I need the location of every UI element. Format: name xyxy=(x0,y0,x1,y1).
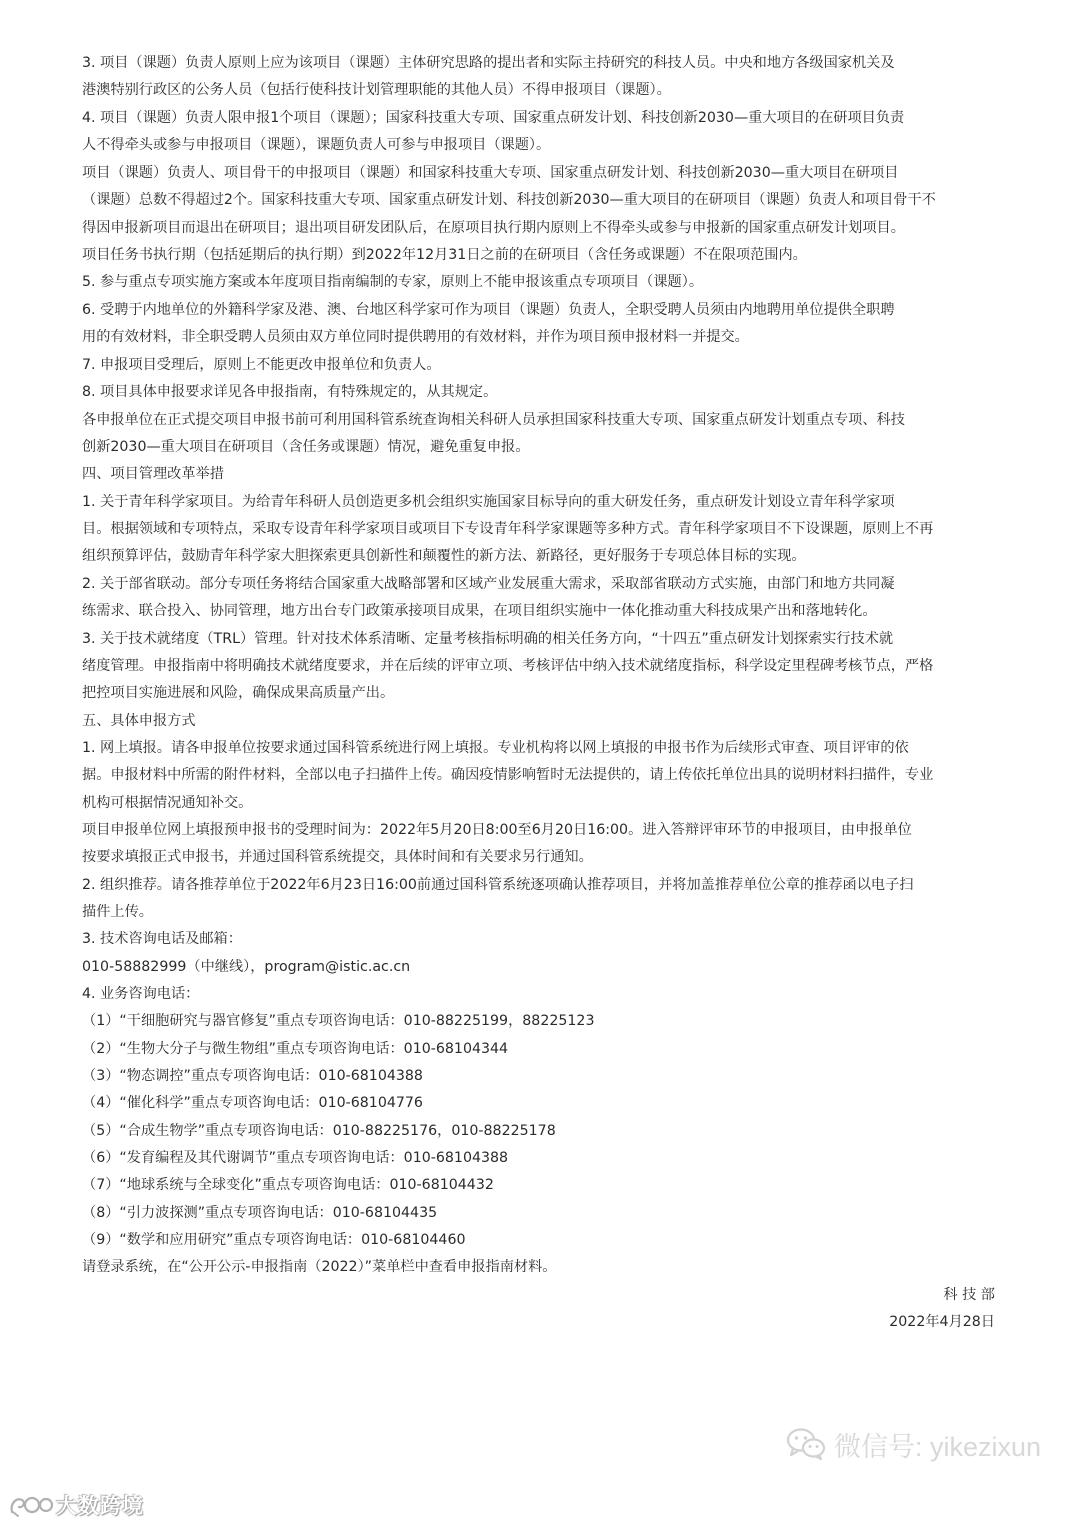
text-line: 6. 受聘于内地单位的外籍科学家及港、澳、台地区科学家可作为项目（课题）负责人，全职受聘人员须由内地聘用单位提供全职聘 xyxy=(82,302,895,318)
wechat-id-text: 微信号: yikezixun xyxy=(834,1431,1042,1462)
text-line: 2. 关于部省联动。部分专项任务将结合国家重大战略部署和区域产业发展重大需求，采取部省联动方式实施，由部门和地方共同凝 xyxy=(82,576,895,592)
text-line: 3. 关于技术就绪度（TRL）管理。针对技术体系清晰、定量考核指标明确的相关任务方向，“十四五”重点研发计划探索实行技术就 xyxy=(82,631,894,647)
section-heading: 四、项目管理改革举措 xyxy=(82,466,224,482)
signature-issuer: 科 技 部 xyxy=(943,1287,995,1303)
text-line: 把控项目实施进展和风险，确保成果高质量产出。 xyxy=(82,685,395,701)
text-line: 据。申报材料中所需的附件材料，全部以电子扫描件上传。确因疫情影响暂时无法提供的，请上传依托单位出具的说明材料扫描件，专业 xyxy=(82,767,934,783)
text-line: 用的有效材料，非全职受聘人员须由双方单位同时提供聘用的有效材料，并作为项目预申报材料一并提交。 xyxy=(82,329,749,345)
hotline-item: （1）“干细胞研究与器官修复”重点专项咨询电话：010-88225199，88225123 xyxy=(82,1013,595,1029)
text-line: 机构可根据情况通知补交。 xyxy=(82,795,253,811)
text-line: 请登录系统，在“公开公示-申报指南（2022）”菜单栏中查看申报指南材料。 xyxy=(82,1259,557,1275)
hotline-item: （4）“催化科学”重点专项咨询电话：010-68104776 xyxy=(82,1095,423,1111)
text-line: 项目（课题）负责人、项目骨干的申报项目（课题）和国家科技重大专项、国家重点研发计划、科技创新2030—重大项目在研项目 xyxy=(82,165,899,181)
text-line: 1. 关于青年科学家项目。为给青年科研人员创造更多机会组织实施国家目标导向的重大研发任务，重点研发计划设立青年科学家项 xyxy=(82,494,895,510)
hotline-item: （3）“物态调控”重点专项咨询电话：010-68104388 xyxy=(82,1068,423,1084)
text-line: 4. 业务咨询电话： xyxy=(82,986,200,1002)
text-line: 2. 组织推荐。请各推荐单位于2022年6月23日16:00前通过国科管系统逐项确认推荐项目，并将加盖推荐单位公章的推荐函以电子扫 xyxy=(82,877,914,893)
text-line: 项目申报单位网上填报预申报书的受理时间为：2022年5月20日8:00至6月20日16:00。进入答辩评审环节的申报项目，由申报单位 xyxy=(82,822,912,838)
text-line: 目。根据领域和专项特点，采取专设青年科学家项目或项目下专设青年科学家课题等多种方式。青年科学家项目不下设课题，原则上不再 xyxy=(82,521,934,537)
text-line: 4. 项目（课题）负责人限申报1个项目（课题）；国家科技重大专项、国家重点研发计划、科技创新2030—重大项目的在研项目负责 xyxy=(82,110,905,126)
text-line: 3. 技术咨询电话及邮箱： xyxy=(82,931,242,947)
hotline-item: （2）“生物大分子与微生物组”重点专项咨询电话：010-68104344 xyxy=(82,1041,509,1057)
wechat-icon xyxy=(786,1427,826,1461)
hotline-item: （6）“发育编程及其代谢调节”重点专项咨询电话：010-68104388 xyxy=(82,1150,509,1166)
section-heading: 五、具体申报方式 xyxy=(82,713,196,729)
text-line: 绪度管理。申报指南中将明确技术就绪度要求，并在后续的评审立项、考核评估中纳入技术就绪度指标，科学设定里程碑考核节点，严格 xyxy=(82,658,934,674)
wechat-watermark xyxy=(786,1424,1041,1464)
hotline-item: （5）“合成生物学”重点专项咨询电话：010-88225176，010-88225178 xyxy=(82,1123,556,1139)
hotline-item: （8）“引力波探测”重点专项咨询电话：010-68104435 xyxy=(82,1205,438,1221)
text-line: 创新2030—重大项目在研项目（含任务或课题）情况，避免重复申报。 xyxy=(82,439,530,455)
text-line: 港澳特别行政区的公务人员（包括行使科技计划管理职能的其他人员）不得申报项目（课题）。 xyxy=(82,82,671,98)
text-line: 1. 网上填报。请各申报单位按要求通过国科管系统进行网上填报。专业机构将以网上填报的申报书作为后续形式审查、项目评审的依 xyxy=(82,740,909,756)
text-line: 练需求、联合投入、协同管理，地方出台专门政策承接项目成果，在项目组织实施中一体化推动重大科技成果产出和落地转化。 xyxy=(82,603,877,619)
signature-date: 2022年4月28日 xyxy=(889,1314,995,1330)
text-line: 人不得牵头或参与申报项目（课题），课题负责人可参与申报项目（课题）。 xyxy=(82,137,551,153)
text-line: （课题）总数不得超过2个。国家科技重大专项、国家重点研发计划、科技创新2030—重大项目的在研项目（课题）负责人和项目骨干不 xyxy=(82,192,936,208)
text-line: 按要求填报正式申报书，并通过国科管系统提交，具体时间和有关要求另行通知。 xyxy=(82,849,593,865)
text-line: 得因申报新项目而退出在研项目；退出项目研发团队后，在原项目执行期内原则上不得牵头或参与申报新的国家重点研发计划项目。 xyxy=(82,220,905,236)
text-line: 组织预算评估，鼓励青年科学家大胆探索更具创新性和颠覆性的新方法、新路径，更好服务于专项总体目标的实现。 xyxy=(82,548,806,564)
text-line: 项目任务书执行期（包括延期后的执行期）到2022年12月31日之前的在研项目（含任务或课题）不在限项范围内。 xyxy=(82,247,807,263)
brand-watermark xyxy=(8,1490,144,1520)
text-line: 描件上传。 xyxy=(82,904,153,920)
contact-line: 010-58882999（中继线），program@istic.ac.cn xyxy=(82,959,411,975)
brand-name-text: 大数跨境 xyxy=(56,1494,144,1518)
text-line: 5. 参与重点专项实施方案或本年度项目指南编制的专家，原则上不能申报该重点专项项目（课题）。 xyxy=(82,274,704,290)
text-line: 3. 项目（课题）负责人原则上应为该项目（课题）主体研究思路的提出者和实际主持研究的科技人员。中央和地方各级国家机关及 xyxy=(82,55,895,71)
text-line: 8. 项目具体申报要求详见各申报指南，有特殊规定的，从其规定。 xyxy=(82,384,498,400)
hotline-item: （9）“数学和应用研究”重点专项咨询电话：010-68104460 xyxy=(82,1232,466,1248)
text-line: 7. 申报项目受理后，原则上不能更改申报单位和负责人。 xyxy=(82,357,441,373)
hotline-item: （7）“地球系统与全球变化”重点专项咨询电话：010-68104432 xyxy=(82,1177,494,1193)
text-line: 各申报单位在正式提交项目申报书前可利用国科管系统查询相关科研人员承担国家科技重大专项、国家重点研发计划重点专项、科技 xyxy=(82,412,905,428)
brand-logo-icon xyxy=(8,1492,54,1518)
